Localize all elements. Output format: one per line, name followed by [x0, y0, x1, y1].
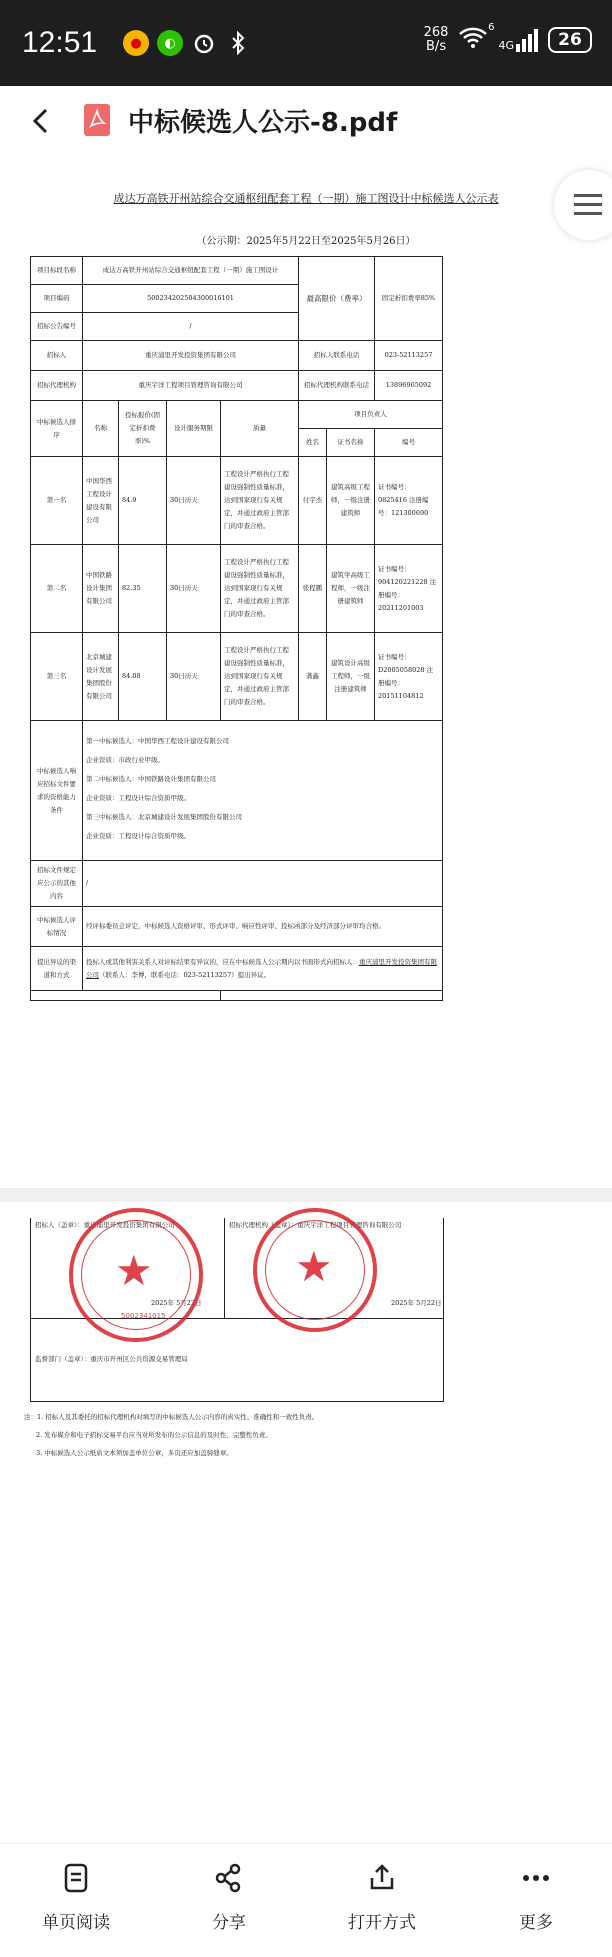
date-left: 2025年 5月22日: [151, 1299, 202, 1307]
condition-line: 企业资质：工程设计综合资质甲级。: [86, 793, 190, 802]
label-notice-no: 招标公告编号: [31, 313, 83, 341]
agency-seal-label: 招标代理机构（盖章）：重庆宇洋工程项目管理咨询有限公司: [229, 1221, 402, 1229]
upload-icon: [366, 1862, 398, 1894]
condition-line: 第二中标候选人：中国铁路设计集团有限公司: [86, 774, 216, 783]
candidate-cert-no: 证书编号：904120221228 注册编号：20211201003: [375, 545, 443, 633]
wifi-icon: [458, 22, 495, 54]
candidate-leader: 付宇杰: [299, 457, 327, 545]
pdf-file-icon: [84, 104, 110, 136]
pdf-viewer[interactable]: [0, 158, 612, 1833]
star-icon: ★: [115, 1246, 153, 1295]
candidate-table: [30, 256, 443, 1001]
value-objection: 投标人或其他利害关系人对评标结果有异议的，应在中标候选人公示期内以书面形式向招标人：重庆浦里开发投资集团有限公司（联系人：李博，联系电话：023-52113257）提出异议。: [83, 947, 443, 991]
supervisor-seal-label: 监督部门（盖章）：重庆市开州区公共资源交易管理局: [35, 1355, 188, 1363]
label-response: 中标候选人响应招标文件要求的资格能力条件: [31, 721, 83, 861]
label-objection: 提出异议的渠道和方式: [31, 947, 83, 991]
agency-red-stamp: [253, 1208, 377, 1332]
document-icon: [60, 1862, 92, 1894]
note-line: 注：1. 招标人及其委托的招标代理机构对填写的中标候选人公示内容的真实性、准确性和一致性负责。: [24, 1413, 319, 1421]
single-page-button[interactable]: [16, 1862, 136, 1933]
candidate-leader: 龚鑫: [299, 633, 327, 721]
label-cert-name: 证书名称: [327, 429, 375, 457]
star-icon: ★: [295, 1242, 333, 1291]
net-speed-value: 268: [423, 25, 449, 40]
candidate-period: 30日历天: [167, 457, 221, 545]
candidate-quality: 工程设计严格执行工程建设强制性质量标准，达到国家现行有关规定，并通过政府主管部门的审查合格。: [221, 633, 299, 721]
candidate-cert-no: 证书编号：D2005058028 注册编号：20151104812: [375, 633, 443, 721]
label-project-name: 项目标段名称: [31, 257, 83, 285]
condition-line: 企业资质：市政行业甲级。: [86, 755, 164, 764]
document-title: 中标候选人公示-8.pdf: [128, 108, 398, 138]
share-label: 分享: [212, 1913, 246, 1933]
candidate-name: 中国铁路设计集团有限公司: [83, 545, 119, 633]
share-button[interactable]: [169, 1862, 289, 1933]
open-with-button[interactable]: [322, 1862, 442, 1933]
status-time: 12:51: [22, 26, 98, 59]
notes: [24, 1408, 318, 1462]
value-other-content: /: [83, 861, 443, 907]
candidate-period: 30日历天: [167, 545, 221, 633]
open-with-label: 打开方式: [348, 1913, 416, 1933]
label-leader-name: 姓名: [299, 429, 327, 457]
net-speed-unit: B/s: [426, 39, 447, 54]
wifi-badge: 6: [488, 22, 495, 33]
label-tenderer: 招标人: [31, 341, 83, 371]
candidate-quality: 工程设计严格执行工程建设强制性质量标准，达到国家现行有关规定，并通过政府主管部门的审查合格。: [221, 545, 299, 633]
value-agency-phone: 13896965092: [375, 371, 443, 401]
table-row: [31, 545, 443, 633]
battery-icon: [548, 27, 592, 53]
publicity-period: （公示期：2025年5月22日至2025年5月26日）: [196, 236, 416, 247]
battery-level: 26: [558, 30, 582, 50]
candidate-cert-name: 建筑高级工程师，一级注册建筑师: [327, 457, 375, 545]
label-service-period: 设计服务期限: [167, 401, 221, 457]
candidate-cert-no: 证书编号：0825416 注册编号：121300690: [375, 457, 443, 545]
label-tenderer-phone: 招标人联系电话: [299, 341, 375, 371]
value-tenderer-phone: 023-52113257: [375, 341, 443, 371]
value-max-price: 固定折扣费率85%: [375, 257, 443, 341]
notification-icons: [123, 30, 251, 56]
table-row: [31, 457, 443, 545]
value-review: 经评标委员会评定，中标候选人资格评审、形式评审、响应性评审、投标函部分及经济部分评审均合格。: [83, 907, 443, 947]
tenderer-red-stamp: [69, 1208, 203, 1342]
label-other-content: 招标文件规定应公示的其他内容: [31, 861, 83, 907]
more-label: 更多: [519, 1913, 553, 1933]
label-agency-phone: 招标代理机构联系电话: [299, 371, 375, 401]
candidate-cert-name: 建筑设计高级工程师，一级注册建筑师: [327, 633, 375, 721]
share-icon: [213, 1862, 245, 1894]
label-agency: 招标代理机构: [31, 371, 83, 401]
status-bar: [0, 0, 612, 86]
candidate-leader: 张程鹏: [299, 545, 327, 633]
candidate-quality: 工程设计严格执行工程建设强制性质量标准，达到国家现行有关规定，并通过政府主管部门的审查合格。: [221, 457, 299, 545]
weibo-icon: ●: [123, 30, 149, 56]
note-line: 2. 发布媒介和电子招标交易平台应当对所发布的公示信息的及时性、完整性负责。: [36, 1431, 272, 1439]
chevron-left-icon: [26, 106, 56, 136]
candidate-name: 中国华西工程设计建设有限公司: [83, 457, 119, 545]
candidate-cert-name: 建筑学高级工程师，一级注册建筑师: [327, 545, 375, 633]
table-row: [31, 633, 443, 721]
single-page-label: 单页阅读: [42, 1913, 110, 1933]
condition-line: 企业资质：工程设计综合资质甲级。: [86, 831, 190, 840]
label-name: 名称: [83, 401, 119, 457]
label-bid-price: 投标报价(固定折扣费率)%: [119, 401, 167, 457]
network-speed: [424, 26, 449, 54]
label-quality: 质量: [221, 401, 299, 457]
condition-line: 第三中标候选人：北京城建设计发展集团股份有限公司: [86, 812, 242, 821]
label-cert-no: 编号: [375, 429, 443, 457]
candidate-rank: 第二名: [31, 545, 83, 633]
candidate-price: 84.9: [119, 457, 167, 545]
label-leader-group: 项目负责人: [299, 401, 443, 429]
value-project-name: 成达万高铁开州站综合交通枢纽配套工程（一期）施工图设计: [83, 257, 299, 285]
label-rank: 中标候选人排序: [31, 401, 83, 457]
candidate-period: 30日历天: [167, 633, 221, 721]
candidate-price: 84.08: [119, 633, 167, 721]
tenderer-seal-label: 招标人（盖章）：重庆浦里开发投资集团有限公司: [35, 1221, 175, 1229]
signature-block: [30, 1218, 444, 1402]
signal-icon: [498, 29, 538, 52]
wechat-icon: ◐: [157, 30, 183, 56]
alarm-icon: [191, 30, 217, 56]
label-max-price: 最高限价（费率）: [299, 257, 375, 341]
value-notice-no: /: [83, 313, 299, 341]
label-project-code: 项目编码: [31, 285, 83, 313]
more-button[interactable]: [476, 1862, 596, 1933]
condition-line: 第一中标候选人：中国华西工程设计建设有限公司: [86, 736, 229, 745]
document-heading: 成达万高铁开州站综合交通枢纽配套工程（一期）施工图设计中标候选人公示表: [113, 192, 499, 205]
date-right: 2025年 5月22日: [391, 1299, 442, 1307]
candidate-name: 北京城建设计发展集团股份有限公司: [83, 633, 119, 721]
candidate-price: 82.35: [119, 545, 167, 633]
value-project-code: 500234202504300016101: [83, 285, 299, 313]
objection-link: 重庆浦里开发投资集团有限公司: [86, 957, 437, 979]
candidate-rank: 第一名: [31, 457, 83, 545]
value-tenderer: 重庆浦里开发投资集团有限公司: [83, 341, 299, 371]
stamp-code: 5002341015: [121, 1312, 166, 1320]
page-separator: [0, 1188, 612, 1202]
label-review: 中标候选人评标情况: [31, 907, 83, 947]
more-icon: [520, 1862, 552, 1894]
bluetooth-icon: [225, 30, 251, 56]
back-button[interactable]: [26, 106, 56, 136]
bottom-toolbar: [0, 1843, 612, 1957]
note-line: 3. 中标候选人公示纸质文本须加盖单位公章，多页还应加盖骑缝章。: [36, 1449, 233, 1457]
title-bar: [0, 86, 612, 158]
value-agency: 重庆宇洋工程项目管理咨询有限公司: [83, 371, 299, 401]
qualification-conditions: [83, 721, 443, 861]
signal-label: 4G: [498, 38, 514, 52]
candidate-rank: 第三名: [31, 633, 83, 721]
